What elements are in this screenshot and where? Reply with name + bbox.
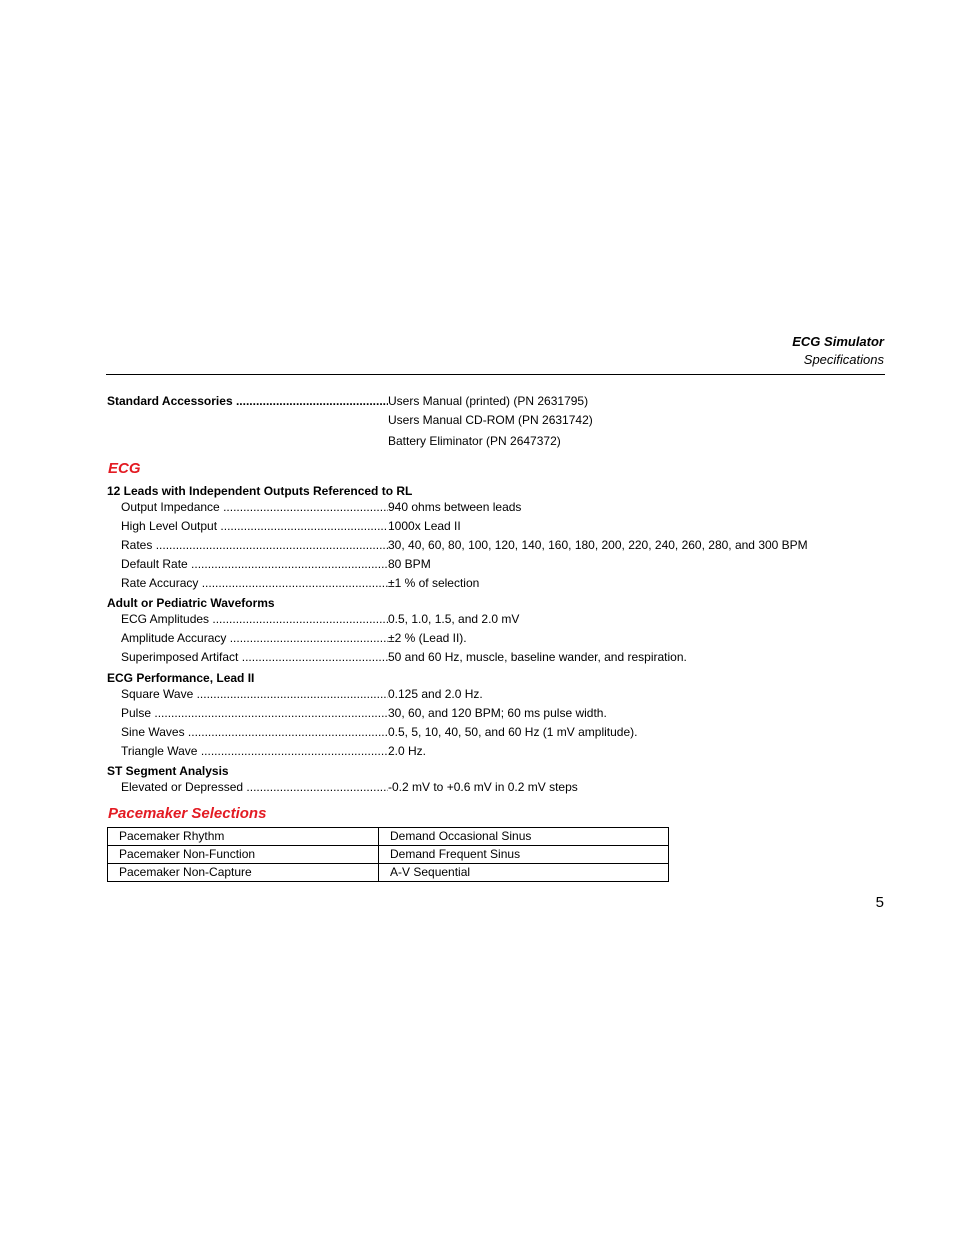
spec-value: 0.5, 5, 10, 40, 50, and 60 Hz (1 mV amplitude). — [388, 725, 638, 739]
pacemaker-heading: Pacemaker Selections — [108, 805, 267, 822]
table-cell: Demand Frequent Sinus — [379, 846, 669, 864]
spec-label: Default Rate ..... — [121, 556, 388, 572]
pacemaker-table — [107, 827, 669, 882]
accessories-item: Users Manual CD-ROM (PN 2631742) — [388, 413, 593, 427]
spec-value: 30, 40, 60, 80, 100, 120, 140, 160, 180, 200, 220, 240, 260, 280, and 300 BPM — [388, 538, 808, 552]
spec-value: ±1 % of selection — [388, 576, 480, 590]
document-subtitle: Specifications — [803, 352, 884, 367]
header-rule — [106, 374, 885, 375]
spec-value: 2.0 Hz. — [388, 744, 427, 758]
accessories-item: Battery Eliminator (PN 2647372) — [388, 434, 561, 448]
table-cell: Pacemaker Non-Capture — [108, 864, 379, 882]
spec-label: Output Impedance ..... — [121, 499, 388, 515]
table-row — [108, 864, 669, 882]
spec-value: 1000x Lead II — [388, 519, 461, 533]
accessories-item: Users Manual (printed) (PN 2631795) — [388, 394, 589, 408]
spec-value: 50 and 60 Hz, muscle, baseline wander, and respiration. — [388, 650, 687, 664]
spec-label: Rate Accuracy ..... — [121, 575, 388, 591]
spec-label: Amplitude Accuracy ..... — [121, 630, 388, 646]
ecg-heading: ECG — [108, 460, 141, 477]
spec-value: 0.125 and 2.0 Hz. — [388, 687, 483, 701]
table-cell: Pacemaker Rhythm — [108, 828, 379, 846]
spec-label: Rates ..... — [121, 537, 388, 553]
table-row — [108, 846, 669, 864]
spec-value: 30, 60, and 120 BPM; 60 ms pulse width. — [388, 706, 607, 720]
spec-label: Superimposed Artifact ..... — [121, 649, 388, 665]
spec-value: -0.2 mV to +0.6 mV in 0.2 mV steps — [388, 780, 578, 794]
spec-label: Elevated or Depressed ..... — [121, 779, 388, 795]
spec-group-title: Adult or Pediatric Waveforms — [107, 596, 275, 610]
spec-label: ECG Amplitudes ..... — [121, 611, 388, 627]
spec-label: Square Wave ..... — [121, 686, 388, 702]
spec-value: 940 ohms between leads — [388, 500, 522, 514]
spec-value: ±2 % (Lead II). — [388, 631, 467, 645]
table-row — [108, 828, 669, 846]
document-title: ECG Simulator — [792, 334, 884, 349]
spec-group-title: 12 Leads with Independent Outputs Referenced to RL — [107, 484, 413, 498]
spec-group-title: ECG Performance, Lead II — [107, 671, 255, 685]
spec-label: Sine Waves ..... — [121, 724, 388, 740]
running-header — [792, 333, 884, 369]
spec-group-title: ST Segment Analysis — [107, 764, 229, 778]
table-cell: A-V Sequential — [379, 864, 669, 882]
table-cell: Demand Occasional Sinus — [379, 828, 669, 846]
page-number: 5 — [875, 894, 884, 911]
spec-value: 0.5, 1.0, 1.5, and 2.0 mV — [388, 612, 520, 626]
spec-value: 80 BPM — [388, 557, 431, 571]
spec-label: Triangle Wave ..... — [121, 743, 388, 759]
accessories-label: Standard Accessories ..... — [107, 393, 388, 409]
table-cell: Pacemaker Non-Function — [108, 846, 379, 864]
spec-label: Pulse ..... — [121, 705, 388, 721]
spec-label: High Level Output ..... — [121, 518, 388, 534]
